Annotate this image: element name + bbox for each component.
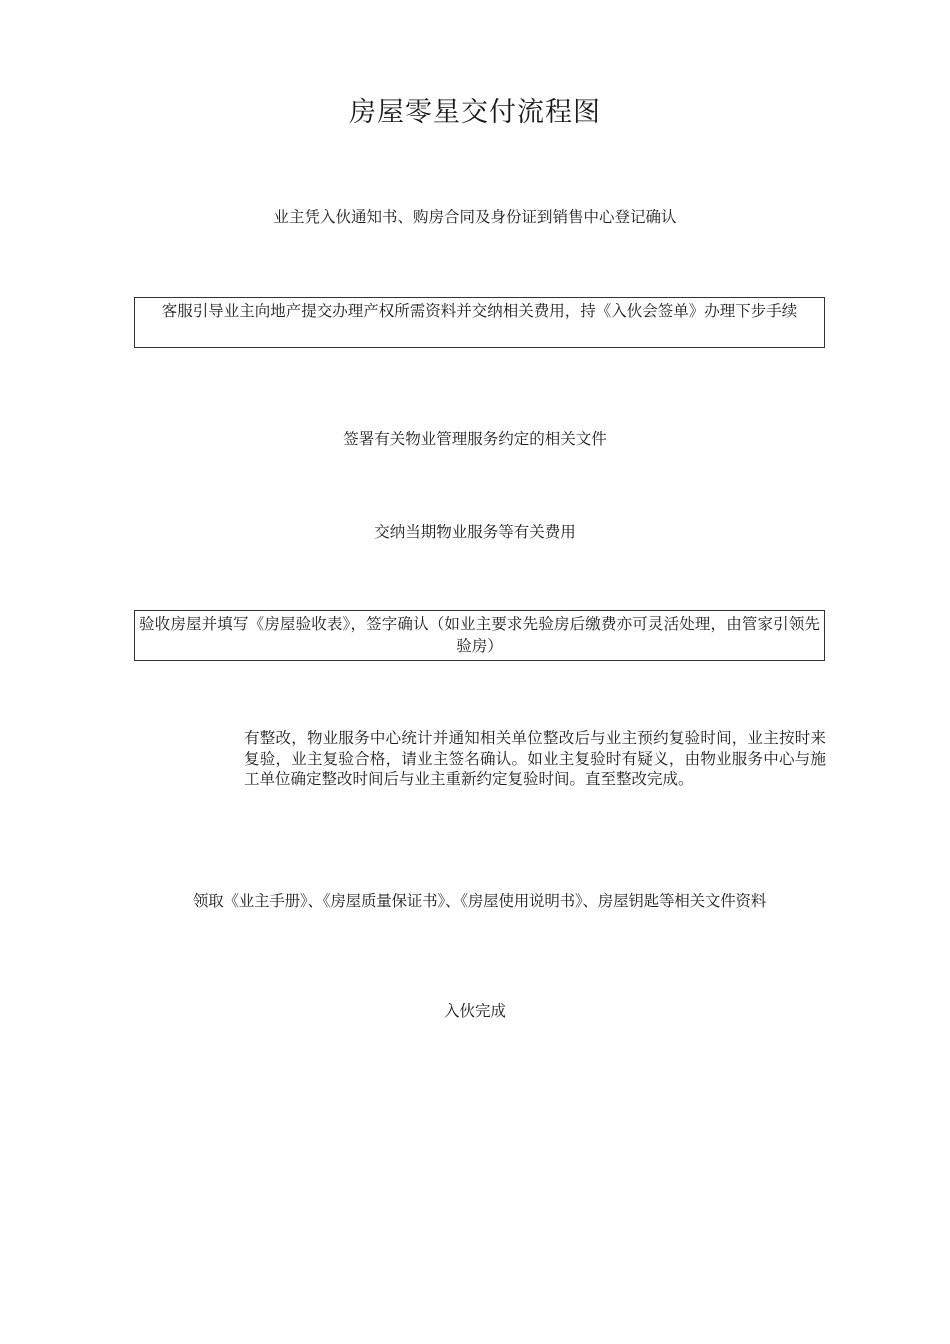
flow-step-inspection-box: 验收房屋并填写《房屋验收表》，签字确认（如业主要求先验房后缴费亦可灵活处理，由管家引领先验房）: [134, 610, 825, 661]
flow-step-complete: 入伙完成: [443, 1002, 506, 1020]
page-title: 房屋零星交付流程图: [349, 97, 601, 128]
flow-step-collect-documents: 领取《业主手册》、《房屋质量保证书》、《房屋使用说明书》、房屋钥匙等相关文件资料: [192, 892, 767, 910]
flow-step-rectification: 有整改，物业服务中心统计并通知相关单位整改后与业主预约复验时间，业主按时来复验，业主复验合格，请业主签名确认。如业主复验时有疑义，由物业服务中心与施工单位确定整改时间后与业主重新约定复验时间。直至整改完成。: [244, 729, 826, 788]
flow-step-pay-fees: 交纳当期物业服务等有关费用: [374, 523, 576, 541]
flow-step-sign-documents: 签署有关物业管理服务约定的相关文件: [343, 430, 607, 448]
flow-step-registration: 业主凭入伙通知书、购房合同及身份证到销售中心登记确认: [273, 208, 677, 226]
flow-step-property-rights-box: 客服引导业主向地产提交办理产权所需资料并交纳相关费用，持《入伙会签单》办理下步手续: [134, 297, 825, 348]
